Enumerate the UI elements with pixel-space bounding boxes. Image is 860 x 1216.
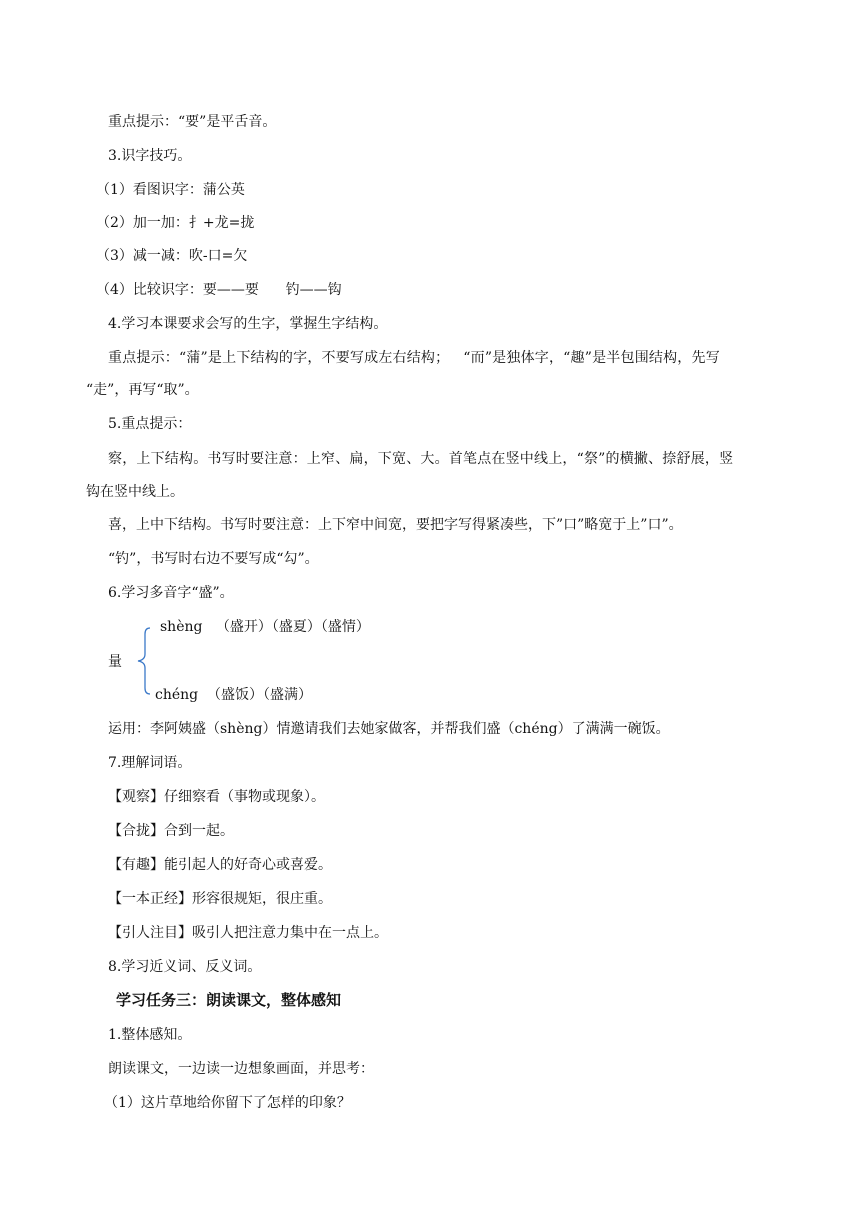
paragraph-line: 重点提示：“蒲”是上下结构的字，不要写成左右结构； “而”是独体字，“趣”是半包围结构，先写 <box>108 350 720 366</box>
paragraph-line: 喜，上中下结构。书写时要注意：上下窄中间宽，要把字写得紧凑些，下”口”略宽于上”口”。 <box>108 517 683 533</box>
list-item: （2）加一加：扌+龙=拢 <box>96 215 255 231</box>
list-item: （4）比较识字：要——要 钓——钩 <box>96 282 342 298</box>
section-heading: 8.学习近义词、反义词。 <box>108 959 262 975</box>
question-item: （1）这片草地给你留下了怎样的印象？ <box>104 1095 351 1111</box>
pronunciation-cheng: chéng （盛饭）（盛满） <box>155 687 313 703</box>
paragraph-line: “钓”，书写时右边不要写成“勾”。 <box>108 551 319 567</box>
key-tip-line: 重点提示：“要”是平舌音。 <box>108 114 277 130</box>
section-heading: 6.学习多音字“盛”。 <box>108 585 234 601</box>
paragraph-line: 朗读课文，一边读一边想象画面，并思考： <box>108 1061 374 1077</box>
section-heading: 5.重点提示： <box>108 416 192 432</box>
task-heading: 学习任务三：朗读课文，整体感知 <box>116 991 342 1009</box>
vocab-item: 【引人注目】吸引人把注意力集中在一点上。 <box>108 925 388 941</box>
vocab-item: 【一本正经】形容很规矩，很庄重。 <box>108 891 332 907</box>
paragraph-line: “走”，再写“取”。 <box>86 382 199 398</box>
vocab-item: 【合拢】合到一起。 <box>108 823 234 839</box>
list-item: （3）减一减：吹-口=欠 <box>96 248 248 264</box>
section-heading: 4.学习本课要求会写的生字，掌握生字结构。 <box>108 316 388 332</box>
paragraph-line: 钩在竖中线上。 <box>86 484 184 500</box>
usage-line: 运用：李阿姨盛（shèng）情邀请我们去她家做客，并帮我们盛（chéng）了满满一碗饭。 <box>108 721 670 737</box>
list-item: （1）看图识字：蒲公英 <box>96 182 245 198</box>
section-heading: 3.识字技巧。 <box>108 148 192 164</box>
brace-icon <box>128 624 158 698</box>
polyphone-char: 量 <box>108 654 122 670</box>
pronunciation-sheng: shèng （盛开）（盛夏）（盛情） <box>160 619 370 635</box>
vocab-item: 【观察】仔细察看（事物或现象）。 <box>108 789 325 805</box>
vocab-item: 【有趣】能引起人的好奇心或喜爱。 <box>108 857 332 873</box>
section-heading: 7.理解词语。 <box>108 755 192 771</box>
paragraph-line: 察，上下结构。书写时要注意：上窄、扁，下宽、大。首笔点在竖中线上，“祭”的横撇、捺舒展，竖 <box>108 451 734 467</box>
section-heading: 1.整体感知。 <box>108 1027 192 1043</box>
